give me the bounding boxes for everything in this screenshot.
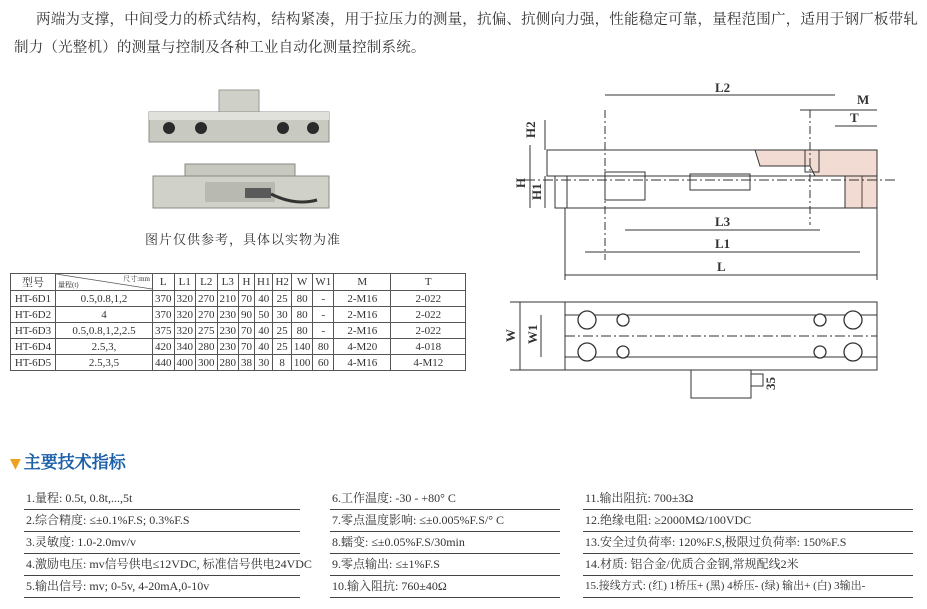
- table-cell: 40: [255, 291, 273, 307]
- table-cell: 320: [174, 291, 196, 307]
- spec-table: [10, 273, 466, 371]
- spec-item: 4.激励电压: mv信号供电≤12VDC, 标准信号供电24VDC: [24, 554, 300, 576]
- table-cell: 270: [196, 307, 218, 323]
- product-photo: [145, 88, 333, 222]
- table-cell: 2-022: [391, 323, 466, 339]
- table-cell: 70: [239, 339, 255, 355]
- header-col: M: [334, 274, 391, 291]
- table-cell: 275: [196, 323, 218, 339]
- table-cell: 90: [239, 307, 255, 323]
- table-cell: 420: [153, 339, 175, 355]
- triangle-down-icon: ▼: [10, 456, 21, 472]
- table-cell: 30: [255, 355, 273, 371]
- table-cell: 80: [291, 323, 313, 339]
- header-col: W1: [313, 274, 334, 291]
- table-cell: 8: [273, 355, 291, 371]
- table-cell: -: [313, 307, 334, 323]
- table-row: [11, 355, 466, 371]
- section-title-text: 主要技术指标: [23, 453, 126, 473]
- label-W: W: [503, 329, 518, 342]
- table-cell: 230: [217, 339, 239, 355]
- label-W1: W1: [525, 324, 540, 344]
- table-cell: 2-022: [391, 307, 466, 323]
- label-35: 35: [763, 377, 778, 390]
- header-col: L: [153, 274, 175, 291]
- table-cell: 2-M16: [334, 307, 391, 323]
- header-range: [56, 274, 153, 291]
- table-cell: 230: [217, 323, 239, 339]
- table-cell: 70: [239, 291, 255, 307]
- header-col: H1: [255, 274, 273, 291]
- table-header-row: [11, 274, 466, 291]
- table-cell: 4-M16: [334, 355, 391, 371]
- cell-model: HT-6D4: [11, 339, 56, 355]
- table-cell: 40: [255, 323, 273, 339]
- spec-item: 6.工作温度: -30 - +80° C: [330, 488, 560, 510]
- cell-range: 2.5,3,5: [56, 355, 153, 371]
- cell-model: HT-6D3: [11, 323, 56, 339]
- header-col: L1: [174, 274, 196, 291]
- spec-item: 8.蠕变: ≤±0.05%F.S/30min: [330, 532, 560, 554]
- cell-range: 0.5,0.8,1,2,2.5: [56, 323, 153, 339]
- table-cell: 4-M20: [334, 339, 391, 355]
- table-row: [11, 339, 466, 355]
- spec-item: 11.输出阻抗: 700±3Ω: [583, 488, 913, 510]
- header-col: W: [291, 274, 313, 291]
- table-cell: -: [313, 291, 334, 307]
- table-cell: 80: [313, 339, 334, 355]
- header-model: 型号: [11, 274, 56, 291]
- table-row: [11, 307, 466, 323]
- intro-paragraph: 两端为支撑，中间受力的桥式结构，结构紧凑，用于拉压力的测量，抗偏、抗侧向力强，性能稳定可靠，量程范围广，适用于钢厂板带轧制力（光整机）的测量与控制及各种工业自动化测量控制系统。: [14, 12, 918, 56]
- spec-item: 14.材质: 铝合金/优质合金钢,常规配线2米: [583, 554, 913, 576]
- table-cell: 60: [313, 355, 334, 371]
- table-cell: 2-022: [391, 291, 466, 307]
- table-cell: 230: [217, 307, 239, 323]
- header-range-bottom: 量程(t): [58, 281, 79, 289]
- table-cell: 375: [153, 323, 175, 339]
- cell-range: 2.5,3,: [56, 339, 153, 355]
- table-cell: 400: [174, 355, 196, 371]
- spec-item: 13.安全过负荷率: 120%F.S,极限过负荷率: 150%F.S: [583, 532, 913, 554]
- table-cell: 340: [174, 339, 196, 355]
- cell-model: HT-6D5: [11, 355, 56, 371]
- table-cell: 50: [255, 307, 273, 323]
- table-cell: 370: [153, 307, 175, 323]
- label-L2: L2: [715, 80, 731, 95]
- table-cell: 4-M12: [391, 355, 466, 371]
- cell-range: 4: [56, 307, 153, 323]
- table-cell: 40: [255, 339, 273, 355]
- spec-item: 1.量程: 0.5t, 0.8t,...,5t: [24, 488, 300, 510]
- table-cell: 25: [273, 291, 291, 307]
- table-cell: 370: [153, 291, 175, 307]
- table-cell: 2-M16: [334, 323, 391, 339]
- table-cell: 30: [273, 307, 291, 323]
- header-range-top: 尺寸:mm: [123, 275, 150, 283]
- table-row: [11, 323, 466, 339]
- table-cell: 320: [174, 307, 196, 323]
- cell-model: HT-6D1: [11, 291, 56, 307]
- header-col: H2: [273, 274, 291, 291]
- table-cell: 80: [291, 291, 313, 307]
- table-cell: 80: [291, 307, 313, 323]
- spec-item: 7.零点温度影响: ≤±0.005%F.S/° C: [330, 510, 560, 532]
- label-H2: H2: [523, 121, 538, 138]
- spec-item: 9.零点输出: ≤±1%F.S: [330, 554, 560, 576]
- table-cell: 210: [217, 291, 239, 307]
- spec-item: 5.输出信号: mv; 0-5v, 4-20mA,0-10v: [24, 576, 300, 598]
- label-H: H: [513, 177, 528, 188]
- label-L3: L3: [715, 214, 731, 229]
- section-title: [10, 448, 126, 473]
- header-col: L3: [217, 274, 239, 291]
- label-M: M: [857, 92, 870, 107]
- table-cell: 320: [174, 323, 196, 339]
- spec-column-1: [24, 488, 312, 598]
- table-cell: 38: [239, 355, 255, 371]
- table-cell: 4-018: [391, 339, 466, 355]
- label-L1: L1: [715, 236, 731, 251]
- label-L: L: [717, 259, 726, 274]
- table-cell: 25: [273, 323, 291, 339]
- header-col: H: [239, 274, 255, 291]
- table-row: [11, 291, 466, 307]
- header-col: T: [391, 274, 466, 291]
- table-cell: 270: [196, 291, 218, 307]
- spec-item: 15.接线方式: (红) 1桥压+ (黑) 4桥压- (绿) 输出+ (白) 3输出-: [583, 576, 913, 598]
- cell-model: HT-6D2: [11, 307, 56, 323]
- photo-caption: 图片仅供参考，具体以实物为准: [144, 233, 341, 248]
- spec-item: 3.灵敏度: 1.0-2.0mv/v: [24, 532, 300, 554]
- table-cell: 280: [196, 339, 218, 355]
- spec-column-2: [330, 488, 560, 598]
- table-cell: 300: [196, 355, 218, 371]
- table-cell: 440: [153, 355, 175, 371]
- table-cell: 140: [291, 339, 313, 355]
- dimension-drawing: [505, 80, 915, 402]
- spec-item: 2.综合精度: ≤±0.1%F.S; 0.3%F.S: [24, 510, 300, 532]
- table-cell: 100: [291, 355, 313, 371]
- table-cell: 25: [273, 339, 291, 355]
- table-cell: 2-M16: [334, 291, 391, 307]
- spec-item: 12.绝缘电阻: ≥2000MΩ/100VDC: [583, 510, 913, 532]
- label-H1: H1: [529, 183, 544, 200]
- spec-column-3: [583, 488, 913, 598]
- cell-range: 0.5,0.8,1,2: [56, 291, 153, 307]
- table-cell: 70: [239, 323, 255, 339]
- spec-item: 10.输入阻抗: 760±40Ω: [330, 576, 560, 598]
- label-T: T: [850, 110, 859, 125]
- table-cell: -: [313, 323, 334, 339]
- table-cell: 280: [217, 355, 239, 371]
- header-col: L2: [196, 274, 218, 291]
